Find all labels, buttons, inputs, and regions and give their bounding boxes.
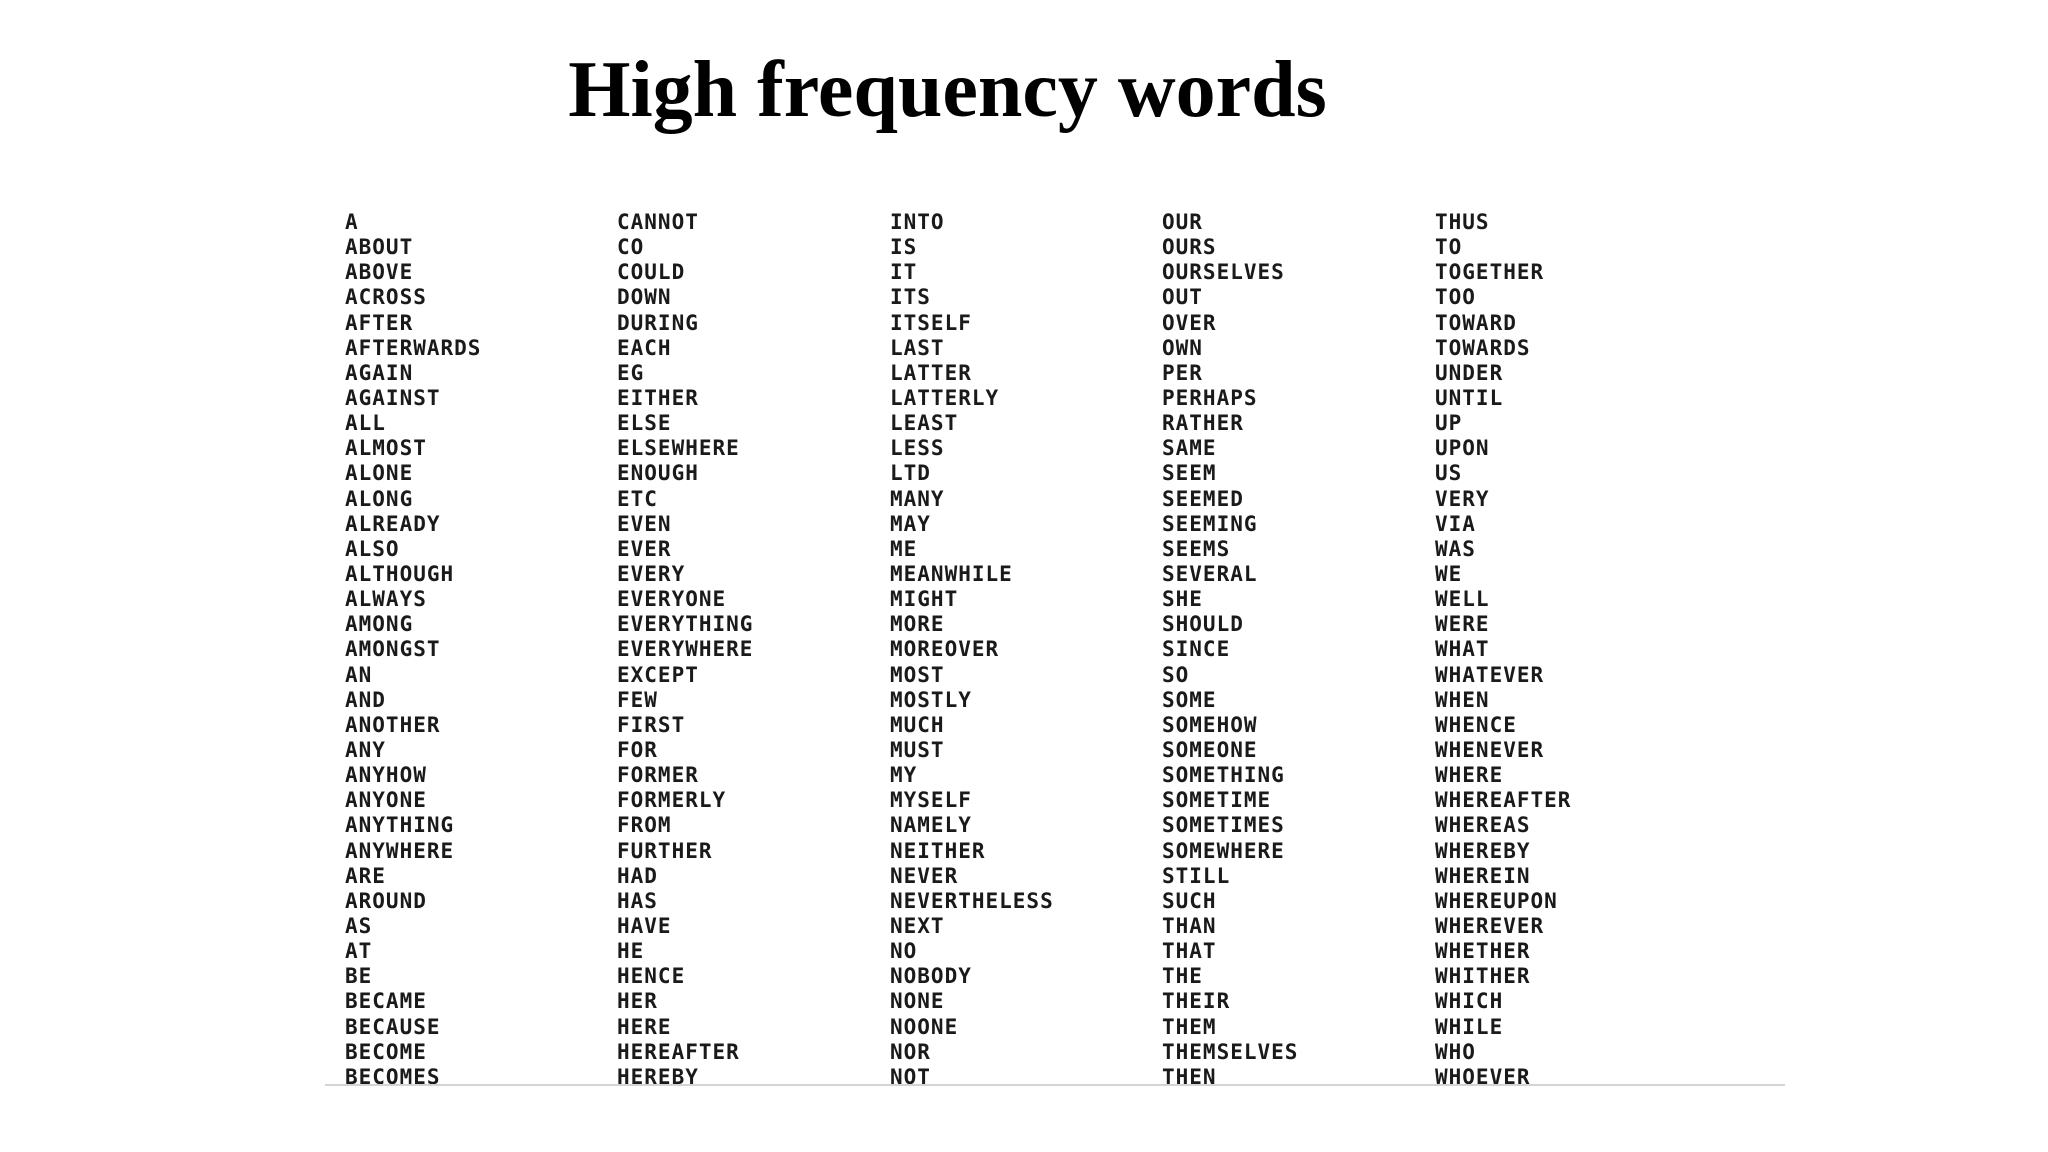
word-list-item: FEW (617, 687, 658, 712)
word-list-item: WHATEVER (1435, 662, 1545, 687)
word-list-item: OURS (1162, 235, 1217, 260)
word-list-item: COULD (617, 260, 686, 285)
word-list-item: INTO (890, 210, 945, 234)
word-list-item: UPON (1435, 436, 1490, 461)
word-list-item: MANY (890, 486, 945, 511)
word-list-item: WHEREIN (1435, 863, 1531, 888)
word-list-item: MYSELF (890, 788, 972, 813)
word-list-item: THEMSELVES (1162, 1039, 1299, 1064)
word-list-item: LATTER (890, 360, 972, 385)
word-list-item: HAS (617, 888, 658, 913)
word-list-item: BECOMES (345, 1064, 441, 1086)
word-list-item: MIGHT (890, 587, 959, 612)
word-list-item: SOME (1162, 687, 1217, 712)
word-list-item: SOMETIME (1162, 788, 1272, 813)
word-list-item: AFTER (345, 310, 414, 335)
word-list-item: ITSELF (890, 310, 972, 335)
word-list-item: RATHER (1162, 411, 1244, 436)
word-list-item: TOWARD (1435, 310, 1517, 335)
word-list-item: ALREADY (345, 511, 441, 536)
word-list-item: AGAINST (345, 385, 441, 410)
word-list-item: MY (890, 763, 918, 788)
word-list-item: SOMEONE (1162, 737, 1258, 762)
word-list-item: AMONG (345, 612, 414, 637)
word-list-item: AS (345, 913, 373, 938)
word-list-item: WHICH (1435, 989, 1504, 1014)
word-list-item: EVERY (617, 561, 686, 586)
word-list-item: VERY (1435, 486, 1490, 511)
word-list-item: AROUND (345, 888, 427, 913)
word-list-item: NOR (890, 1039, 931, 1064)
word-list-item: FROM (617, 813, 672, 838)
word-list-item: OVER (1162, 310, 1217, 335)
word-list-item: SINCE (1162, 637, 1231, 662)
word-list-item: EVER (617, 536, 672, 561)
word-list-item: SEVERAL (1162, 561, 1258, 586)
word-list-item: EACH (617, 335, 672, 360)
word-list-item: WHEREAS (1435, 813, 1531, 838)
word-list-item: THAT (1162, 939, 1217, 964)
word-list-item: SEEMS (1162, 536, 1231, 561)
word-list-item: FOR (617, 737, 658, 762)
word-list-item: ELSEWHERE (617, 436, 740, 461)
word-list-item: STILL (1162, 863, 1231, 888)
word-list-item: NO (890, 939, 918, 964)
word-list-item: HE (617, 939, 645, 964)
word-list-item: ELSE (617, 411, 672, 436)
word-list-item: DOWN (617, 285, 672, 310)
word-list-item: THEIR (1162, 989, 1231, 1014)
word-list-item: OWN (1162, 335, 1203, 360)
word-list-item: US (1435, 461, 1463, 486)
word-list-item: OUT (1162, 285, 1203, 310)
word-list-item: WHENEVER (1435, 737, 1545, 762)
word-list-item: BECAME (345, 989, 427, 1014)
word-list-item: AND (345, 687, 386, 712)
word-list-item: ALL (345, 411, 386, 436)
word-list-item: WHEREBY (1435, 838, 1531, 863)
word-list-item: AFTERWARDS (345, 335, 482, 360)
word-list-item: AT (345, 939, 373, 964)
word-column-3 (890, 210, 1054, 1086)
word-list-item: WHOEVER (1435, 1064, 1531, 1086)
word-list-item: HER (617, 989, 658, 1014)
word-list-item: UP (1435, 411, 1463, 436)
word-list-item: BECAUSE (345, 1014, 441, 1039)
word-list-item: NEVER (890, 863, 959, 888)
word-list-item: TOWARDS (1435, 335, 1531, 360)
word-list-item: ME (890, 536, 918, 561)
word-list-item: HAVE (617, 913, 672, 938)
word-list-item: PER (1162, 360, 1203, 385)
word-list-item: BE (345, 964, 373, 989)
word-list-item: LESS (890, 436, 945, 461)
word-list-item: EVERYTHING (617, 612, 754, 637)
word-list-item: WERE (1435, 612, 1490, 637)
word-list-item: HEREBY (617, 1064, 699, 1086)
word-list-item: ALTHOUGH (345, 561, 455, 586)
word-list-item: WE (1435, 561, 1463, 586)
word-list-item: NAMELY (890, 813, 972, 838)
word-list-item: EG (617, 360, 645, 385)
word-list-item: LATTERLY (890, 385, 1000, 410)
word-list-item: AMONGST (345, 637, 441, 662)
word-list-item: MOSTLY (890, 687, 972, 712)
word-list-item: WHEREUPON (1435, 888, 1558, 913)
word-list-item: OURSELVES (1162, 260, 1285, 285)
word-list-item: SEEM (1162, 461, 1217, 486)
word-list-item: EVEN (617, 511, 672, 536)
word-list-item: SAME (1162, 436, 1217, 461)
word-list-item: DURING (617, 310, 699, 335)
word-list-item: MOST (890, 662, 945, 687)
slide-title: High frequency words (568, 46, 1327, 134)
word-list-item: MORE (890, 612, 945, 637)
word-list-item: MUST (890, 737, 945, 762)
word-list-item: LEAST (890, 411, 959, 436)
word-list-item: SOMEWHERE (1162, 838, 1285, 863)
word-list-item: ENOUGH (617, 461, 699, 486)
word-list-item: AN (345, 662, 373, 687)
word-list-item: EITHER (617, 385, 699, 410)
word-column-5 (1435, 210, 1571, 1086)
word-list-item: ABOVE (345, 260, 414, 285)
word-list-item: ANYONE (345, 788, 427, 813)
word-list-item: WHITHER (1435, 964, 1531, 989)
word-list-item: NEXT (890, 913, 945, 938)
word-list-item: FIRST (617, 712, 686, 737)
word-list-item: SUCH (1162, 888, 1217, 913)
word-list-item: SHE (1162, 587, 1203, 612)
word-list-item: MUCH (890, 712, 945, 737)
word-list-item: ANYWHERE (345, 838, 455, 863)
word-list-item: UNDER (1435, 360, 1504, 385)
word-list-item: OUR (1162, 210, 1203, 234)
word-list-item: LTD (890, 461, 931, 486)
word-list-item: HAD (617, 863, 658, 888)
word-list-item: WHEREVER (1435, 913, 1545, 938)
word-list-item: CO (617, 235, 645, 260)
word-column-1 (345, 210, 481, 1086)
word-list-item: UNTIL (1435, 385, 1504, 410)
word-list-item: EVERYONE (617, 587, 727, 612)
word-list-item: THUS (1435, 210, 1490, 234)
word-list-item: EVERYWHERE (617, 637, 754, 662)
word-list-item: PERHAPS (1162, 385, 1258, 410)
word-list-item: SO (1162, 662, 1190, 687)
word-list-item: WHEN (1435, 687, 1490, 712)
word-list-item: VIA (1435, 511, 1476, 536)
word-list-item: ANOTHER (345, 712, 441, 737)
word-list-item: WHAT (1435, 637, 1490, 662)
word-list-item: ANYTHING (345, 813, 455, 838)
word-list-item: LAST (890, 335, 945, 360)
word-list-item: SEEMING (1162, 511, 1258, 536)
word-list-item: SOMEHOW (1162, 712, 1258, 737)
word-list-item: ALSO (345, 536, 400, 561)
word-list-item: MOREOVER (890, 637, 1000, 662)
word-list-item: NEITHER (890, 838, 986, 863)
word-list-item: ITS (890, 285, 931, 310)
word-list-item: NONE (890, 989, 945, 1014)
word-list-item: THEN (1162, 1064, 1217, 1086)
word-list-item: EXCEPT (617, 662, 699, 687)
word-list-item: HERE (617, 1014, 672, 1039)
word-list-item: AGAIN (345, 360, 414, 385)
word-list-item: SHOULD (1162, 612, 1244, 637)
word-list-item: ALWAYS (345, 587, 427, 612)
word-column-2 (617, 210, 753, 1086)
word-list-item: NOBODY (890, 964, 972, 989)
word-list-item: NOONE (890, 1014, 959, 1039)
word-list-item: HENCE (617, 964, 686, 989)
word-list-item: ACROSS (345, 285, 427, 310)
word-list-item: THE (1162, 964, 1203, 989)
word-list-item: TO (1435, 235, 1463, 260)
word-list-item: ANY (345, 737, 386, 762)
word-list-item: ANYHOW (345, 763, 427, 788)
word-list-item: IS (890, 235, 918, 260)
word-column-4 (1162, 210, 1298, 1086)
word-list-item: WAS (1435, 536, 1476, 561)
word-list-item: ETC (617, 486, 658, 511)
word-list-item: SOMETIMES (1162, 813, 1285, 838)
word-list-panel (325, 210, 1785, 1086)
word-list-item: NEVERTHELESS (890, 888, 1054, 913)
word-list-item: IT (890, 260, 918, 285)
word-list-item: ARE (345, 863, 386, 888)
word-list-item: THEM (1162, 1014, 1217, 1039)
word-list-item: SEEMED (1162, 486, 1244, 511)
word-list-item: ALMOST (345, 436, 427, 461)
word-list-item: WHETHER (1435, 939, 1531, 964)
word-list-item: WHILE (1435, 1014, 1504, 1039)
word-list-item: BECOME (345, 1039, 427, 1064)
word-list-item: WHENCE (1435, 712, 1517, 737)
word-list-item: A (345, 210, 359, 234)
word-list-item: ALONE (345, 461, 414, 486)
word-list-item: WELL (1435, 587, 1490, 612)
word-list-item: ALONG (345, 486, 414, 511)
word-list-item: NOT (890, 1064, 931, 1086)
word-list-item: WHEREAFTER (1435, 788, 1572, 813)
word-list-item: HEREAFTER (617, 1039, 740, 1064)
word-list-item: WHO (1435, 1039, 1476, 1064)
word-list-item: FURTHER (617, 838, 713, 863)
word-list-item: CANNOT (617, 210, 699, 234)
word-list-item: SOMETHING (1162, 763, 1285, 788)
word-list-item: FORMERLY (617, 788, 727, 813)
word-list-item: TOGETHER (1435, 260, 1545, 285)
word-list-item: ABOUT (345, 235, 414, 260)
word-list-item: FORMER (617, 763, 699, 788)
word-list-item: TOO (1435, 285, 1476, 310)
word-list-item: MEANWHILE (890, 561, 1013, 586)
word-list-item: MAY (890, 511, 931, 536)
word-list-item: WHERE (1435, 763, 1504, 788)
word-list-item: THAN (1162, 913, 1217, 938)
